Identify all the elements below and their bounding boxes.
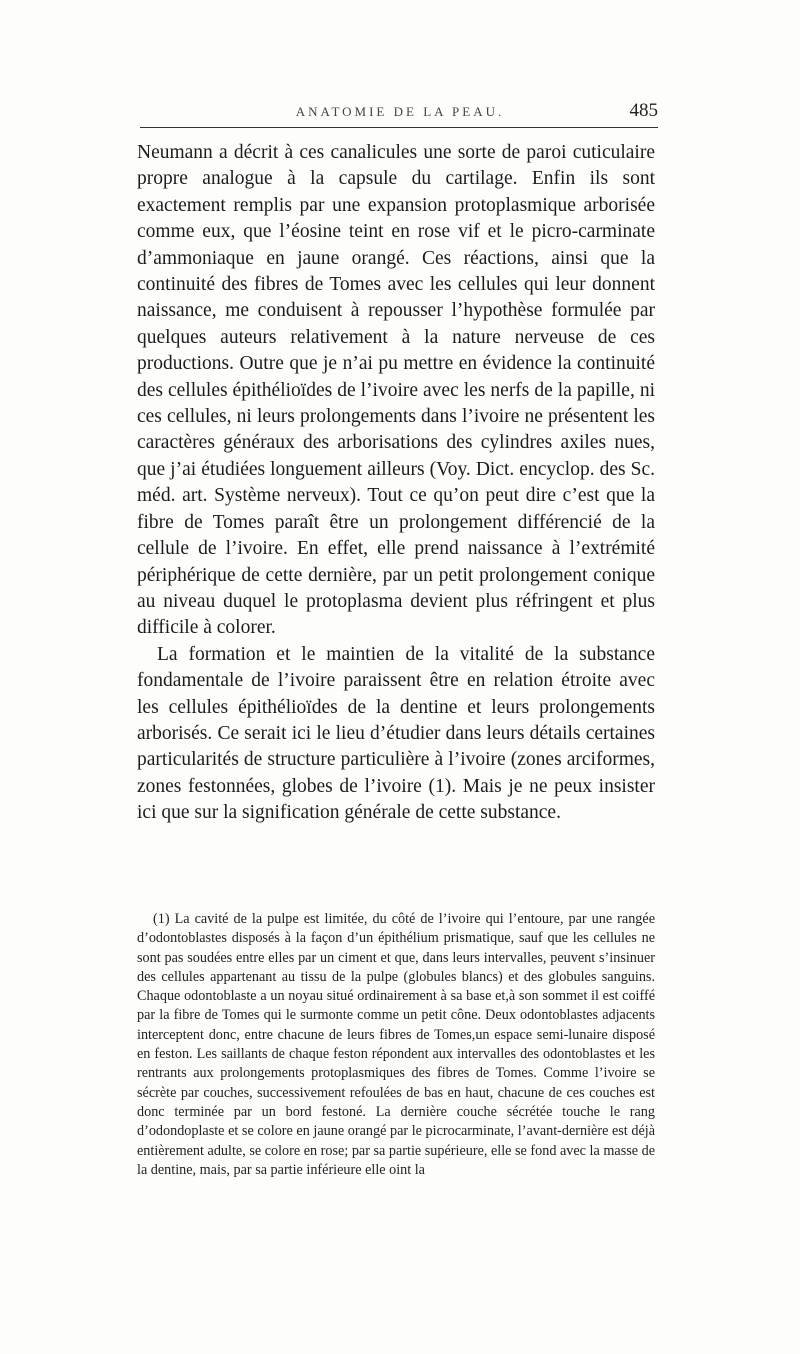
running-head xyxy=(140,100,660,122)
main-text xyxy=(137,140,655,827)
footnote-marker: (1) xyxy=(153,911,170,927)
running-title: ANATOMIE DE LA PEAU. xyxy=(295,104,505,119)
paragraph: Neumann a décrit à ces canalicules une sorte de paroi cuticulaire propre analogue à la capsule du cartilage. Enfin ils sont exactement remplis par une expansion protoplasmique arborisée comme eux, que l’éosine teint en rose vif et le picro-carminate d’ammoniaque en jaune orangé. Ces réactions, ainsi que la continuité des fibres de Tomes avec les cellules qui leur donnent naissance, me conduisent à repousser l’hypothèse formulée par quelques auteurs relativement à la nature nerveuse de ces productions. Outre que je n’ai pu mettre en évidence la continuité des cellules épithélioïdes de l’ivoire avec les nerfs de la papille, ni ces cellules, ni leurs prolongements dans l’ivoire ne présentent les caractères généraux des arborisations des cylindres axiles nues, que j’ai étudiées longuement ailleurs (Voy. Dict. encyclop. des Sc. méd. art. Système nerveux). Tout ce qu’on peut dire c’est que la fibre de Tomes paraît être un prolongement différencié de la cellule de l’ivoire. En effet, elle prend naissance à l’extrémité périphérique de cette dernière, par un petit prolongement conique au niveau duquel le protoplasma devient plus réfringent et plus difficile à colorer. xyxy=(137,142,655,639)
page-number: 485 xyxy=(629,100,658,121)
paragraph: La formation et le maintien de la vitalité de la substance fondamentale de l’ivoire paraissent être en relation étroite avec les cellules épithélioïdes de la dentine et leurs prolongements arborisés. Ce serait ici le lieu d’étudier dans leurs détails certaines particularités de structure particulière à l’ivoire (zones arciformes, zones festonnées, globes de l’ivoire (1). Mais je ne peux insister ici que sur la signification générale de cette substance. xyxy=(137,643,655,824)
header-rule xyxy=(140,127,658,128)
footnote-text: La cavité de la pulpe est limitée, du côté de l’ivoire qui l’entoure, par une rangée d’odontoblastes disposés à la façon d’un épithélium prismatique, sauf que les cellules ne sont pas soudées entre elles par un ciment et que, dans leurs intervalles, peuvent s’insinuer des cellules appartenant au tissu de la pulpe (globules blancs) et des globules sanguins. Chaque odontoblaste a un noyau situé ordinairement à sa base et,à son sommet il est coiffé par la fibre de Tomes qui le surmonte comme un petit cône. Deux odontoblastes adjacents interceptent donc, entre chacune de leurs fibres de Tomes,un espace semi-lunaire disposé en feston. Les saillants de chaque feston répondent aux intervalles des odontoblastes et les rentrants aux prolongements protoplasmiques des fibres de Tomes. Comme l’ivoire se sécrète par couches, successivement refoulées de bas en haut, chacune de ces couches est donc terminée par un bord festoné. La dernière couche sécrétée touche le rang d’odondoplaste et se colore en jaune orangé par le picrocarminate, l’avant-dernière est déjà entièrement adulte, se colore en rose; par sa partie supérieure, elle se fond avec la masse de la dentine, mais, par sa partie inférieure elle oint la xyxy=(137,911,655,1178)
footnote xyxy=(137,910,655,1180)
